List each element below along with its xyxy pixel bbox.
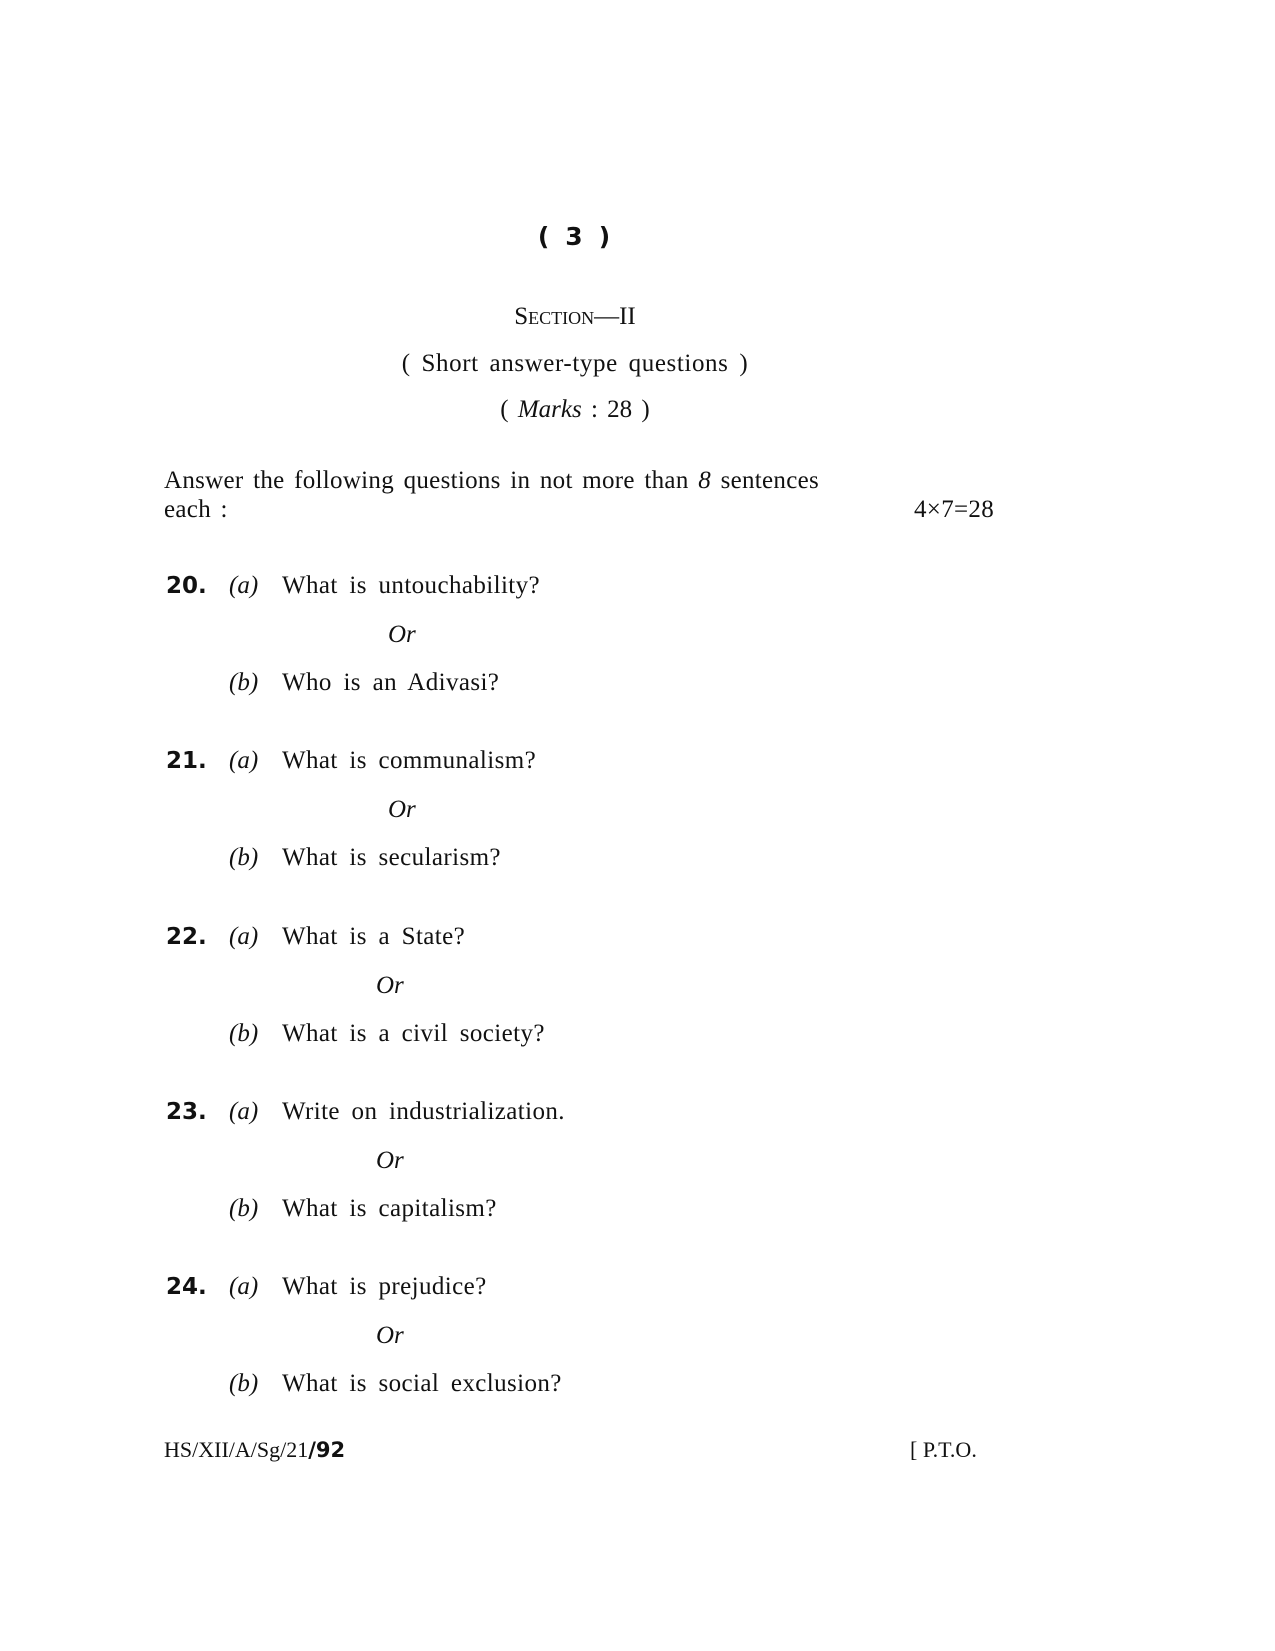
section-title: Section—II	[514, 303, 636, 330]
or-separator: Or	[388, 796, 416, 823]
option-b-text: Who is an Adivasi?	[282, 669, 500, 696]
option-b-label: (b)	[229, 1195, 259, 1222]
option-a-label: (a)	[229, 747, 259, 774]
option-b-label: (b)	[229, 844, 259, 871]
instruction	[164, 466, 994, 524]
option-b-text: What is secularism?	[282, 844, 501, 871]
pto-marker: [ P.T.O.	[910, 1437, 977, 1462]
page-number-close: )	[598, 222, 613, 251]
marks-separator: :	[590, 396, 598, 423]
marks-label: Marks	[517, 396, 582, 423]
option-a-text: What is untouchability?	[282, 572, 541, 599]
option-b-label: (b)	[229, 669, 259, 696]
page-number	[0, 222, 1150, 251]
page-number-value: 3	[565, 222, 585, 251]
paper-code-suffix: /92	[308, 1438, 346, 1462]
question-number: 20.	[166, 573, 207, 599]
question-number: 23.	[166, 1099, 207, 1125]
option-a-text: Write on industrialization.	[282, 1098, 565, 1125]
marks-close: )	[641, 396, 650, 423]
question-number: 21.	[166, 748, 207, 774]
option-b-label: (b)	[229, 1370, 259, 1397]
instruction-line-2	[164, 495, 994, 524]
instruction-marks-formula: 4×7=28	[914, 496, 994, 523]
option-b-text: What is a civil society?	[282, 1020, 545, 1047]
option-a-text: What is prejudice?	[282, 1273, 487, 1300]
question-number: 22.	[166, 924, 207, 950]
instruction-text-2: sentences	[720, 467, 820, 494]
option-b-text: What is social exclusion?	[282, 1370, 562, 1397]
marks-value: 28	[607, 396, 633, 423]
instruction-line-1	[164, 466, 994, 495]
paper-code	[164, 1437, 345, 1463]
option-a-label: (a)	[229, 1273, 259, 1300]
or-separator: Or	[376, 1147, 404, 1174]
option-a-text: What is a State?	[282, 923, 466, 950]
or-separator: Or	[376, 1322, 404, 1349]
option-a-label: (a)	[229, 572, 259, 599]
option-a-text: What is communalism?	[282, 747, 537, 774]
instruction-count: 8	[698, 467, 711, 494]
or-separator: Or	[388, 621, 416, 648]
section-subtitle: ( Short answer-type questions )	[401, 350, 749, 377]
option-b-text: What is capitalism?	[282, 1195, 497, 1222]
page-number-open: (	[537, 222, 552, 251]
section-marks	[0, 396, 1150, 424]
instruction-text-1: Answer the following questions in not more than	[164, 467, 689, 494]
marks-open: (	[500, 396, 509, 423]
instruction-text-3: each :	[164, 496, 228, 523]
paper-code-prefix: HS/XII/A/Sg/21	[164, 1437, 309, 1462]
option-b-label: (b)	[229, 1020, 259, 1047]
option-a-label: (a)	[229, 1098, 259, 1125]
question-number: 24.	[166, 1274, 207, 1300]
option-a-label: (a)	[229, 923, 259, 950]
or-separator: Or	[376, 972, 404, 999]
